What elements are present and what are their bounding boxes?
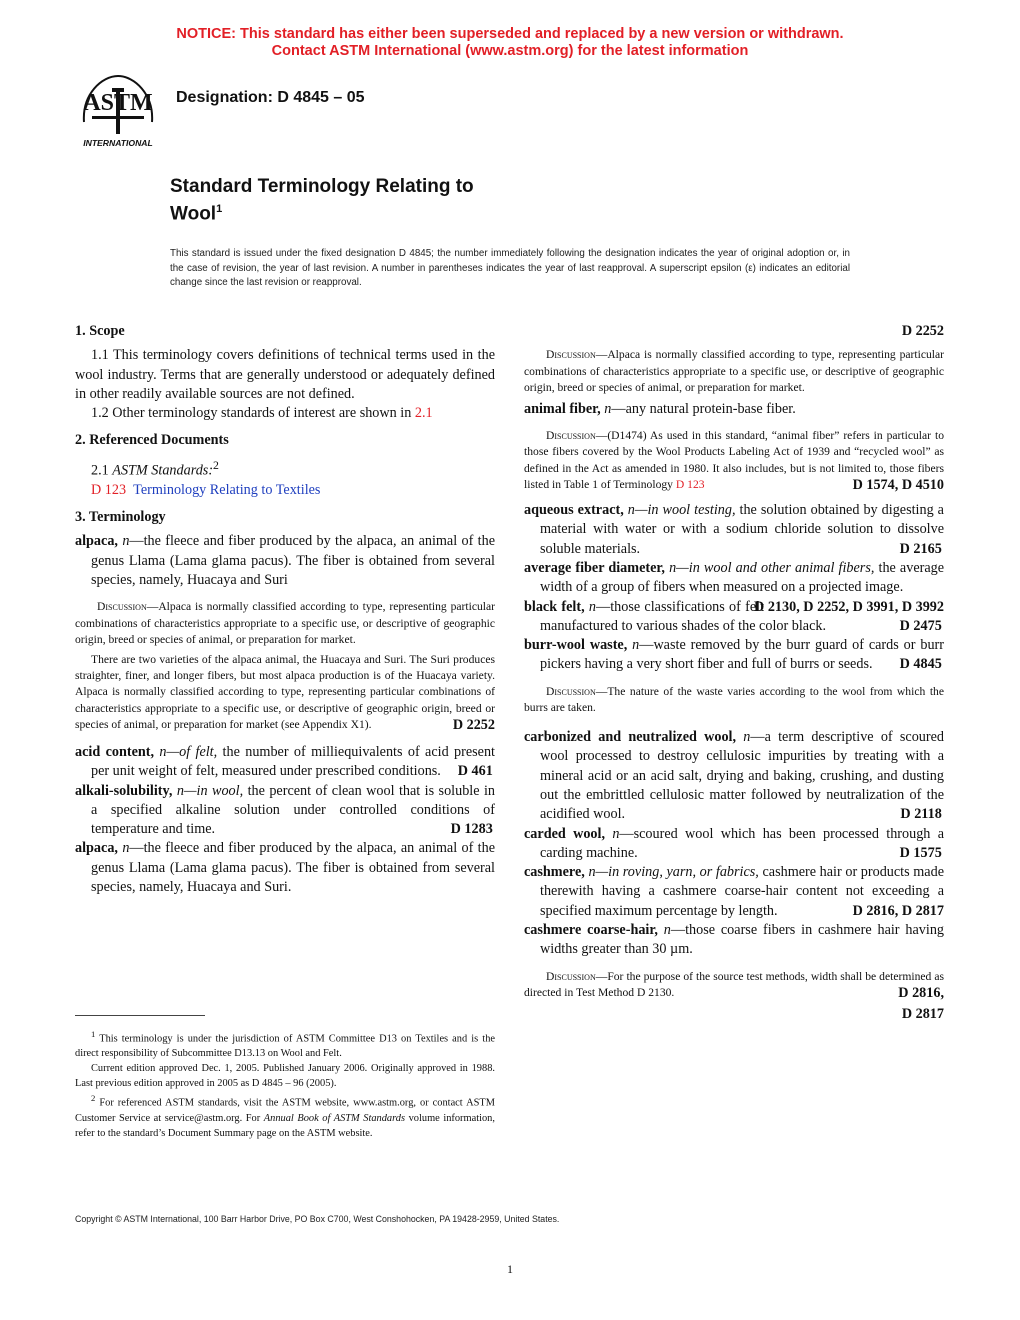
discussion-cashmere-coarse-hair: Discussion—For the purpose of the source test methods, width shall be determined as directed in Test Method D 2130. D 2816, (524, 969, 944, 1001)
notice-line-2: Contact ASTM International (www.astm.org) for the latest information (271, 43, 749, 59)
term-acid-content: acid content, n—of felt, the number of milliequivalents of acid present per unit weight of felt, measured under prescribed conditions. D 461 (75, 743, 495, 780)
section-2-1: 2.1 ASTM Standards:$^2$ (91, 457, 219, 479)
title-footnote-mark: 1 (216, 203, 223, 215)
term-alpaca: alpaca, n—the fleece and fiber produced by the alpaca, an animal of the genus Llama (Lama glama pacus). The fiber is obtained from several species, namely, Huacaya and Suri (75, 533, 495, 588)
term-alpaca-repeat: alpaca, n—the fleece and fiber produced by the alpaca, an animal of the genus Llama (Lama glama pacus). The fiber is obtained from several species, namely, Huacaya and Suri. (75, 840, 495, 895)
section-1-1: 1.1 This terminology covers definitions of technical terms used in the wool industry. Terms that are generally understood or adequately defined in other readily available sources are not defined. (75, 347, 495, 402)
page-title (170, 175, 474, 225)
section-2-1-link[interactable]: 2.1 (414, 405, 433, 422)
copyright: Copyright © ASTM International, 100 Barr Harbor Drive, PO Box C700, West Conshohocken, PA 19428-2959, United States. (75, 1214, 560, 1224)
discussion-alpaca: Discussion—Alpaca is normally classified according to type, representing particular combinations of characteristics appropriate to a specific use, or descriptive of geographic origin, breed or species of animal, or preparation for market. (75, 600, 495, 646)
term-burr-wool-waste: burr-wool waste, n—waste removed by the burr guard of cards or burr pickers having a very short fiber and full of burrs or seeds. D 4845 (524, 637, 944, 673)
alpaca-reference: D 2252 (901, 323, 944, 339)
title-line-1: Standard Terminology Relating to (170, 176, 474, 197)
title-line-2: Wool$^1$ (170, 203, 223, 225)
reference-d123[interactable]: D 123 Terminology Relating to Textiles (91, 481, 321, 498)
left-column (75, 322, 495, 897)
term-aqueous-extract: aqueous extract, n—in wool testing, the solution obtained by digesting a material with water or with a sodium chloride solution to dissolve soluble materials. D 2165 (524, 502, 944, 557)
discussion-alpaca-varieties: There are two varieties of the alpaca animal, the Huacaya and Suri. The Suri produces straighter, finer, and longer fibers, but most alpaca production is of the Huacaya variety. Alpaca is normally classified according to type, representing particular combinations of characteristics appropriate to a specific use, or descriptive of geographic origin, breed or species of animal, or preparation for market (see Appendix X1). D 2252 (75, 652, 495, 733)
term-black-felt: black felt, n—those classifications of felt manufactured to various shades of the color black. D 2475 (524, 598, 942, 634)
discussion-alpaca-right: Discussion—Alpaca is normally classified according to type, representing particular combinations of characteristics appropriate to a specific use, or descriptive of geographic origin, breed or species of animal, or preparation for market. (524, 348, 944, 394)
scope-heading: 1. Scope (75, 323, 125, 339)
terminology-heading: 3. Terminology (75, 509, 166, 526)
astm-logo (76, 72, 160, 150)
term-animal-fiber: animal fiber, n—any natural protein-base fiber. (524, 400, 796, 417)
discussion-animal-fiber: Discussion—(D1474) As used in this standard, “animal fiber” refers in particular to those fibers covered by the Wool Products Labeling Act of 1939 and “recycled wool” as defined in the Act as amended in 1980. It also includes, but is not limited to, those fibers listed in Table 1 of Terminology D 123 D 1574, D 4510 (524, 429, 944, 493)
notice-banner (0, 26, 1020, 60)
term-average-fiber-diameter: average fiber diameter, n—in wool and other animal fibers, the average width of a group of fibers when measured on a projected image. D 2130, D 2252, D 3991, D 3992 (524, 559, 945, 615)
term-alkali-solubility: alkali-solubility, n—in wool, the percent of clean wool that is soluble in a specified alkaline solution under controlled conditions of temperature and time. D 1283 (75, 782, 495, 838)
page-number: 1 (507, 1262, 513, 1276)
logo-international: INTERNATIONAL (83, 138, 153, 148)
referenced-docs-heading: 2. Referenced Documents (75, 432, 229, 449)
intro-paragraph: This standard is issued under the fixed designation D 4845; the number immediately following the designation indicates the year of original adoption or, in the case of revision, the year of last revision. A number in parentheses indicates the year of last reapproval. A superscript epsilon (ε) indicates an editorial change since the last revision or reapproval. (170, 248, 850, 288)
logo-letters: ASTM (83, 90, 153, 116)
footnote-2: $^2$ For referenced ASTM standards, visit the ASTM website, www.astm.org, or contact ASTM Customer Service at service@astm.org. For Annual Book of ASTM Standards volume information, refer to the standard’s Document Summary page on the ASTM website. (75, 1093, 495, 1139)
designation: Designation: D 4845 – 05 (176, 89, 365, 106)
footnote-1-edition: Current edition approved Dec. 1, 2005. Published January 2006. Originally approved in 1988. Last previous edition approved in 2005 as D 4845 – 96 (2005). (75, 1063, 495, 1090)
d123-link[interactable]: D 123 (675, 477, 705, 491)
term-carbonized-wool: carbonized and neutralized wool, n—a term descriptive of scoured wool processed to destroy cellulosic impurities by treating with a mineral acid or an acid salt, drying and baking, crushing, and dusting out the embrittled cellulosic matter followed by neutralization of the acidified wool. D 2118 (524, 729, 944, 823)
footnotes (75, 1027, 495, 1141)
notice-line-1: NOTICE: This standard has either been superseded and replaced by a new version or withdrawn. (176, 26, 844, 42)
section-1-2: 1.2 Other terminology standards of interest are shown in 2.1 (91, 405, 433, 422)
cashmere-coarse-hair-reference: D 2817 (901, 1006, 944, 1023)
right-column (524, 322, 944, 1024)
footnote-rule (75, 1015, 205, 1016)
term-cashmere: cashmere, n—in roving, yarn, or fabrics, cashmere hair or products made therewith having a cashmere coarse-hair content not exceeding a specified maximum percentage by length. D 2816, D 2817 (524, 864, 944, 919)
discussion-burr-wool: Discussion—The nature of the waste varies according to the wool from which the burrs are taken. (524, 684, 944, 714)
term-carded-wool: carded wool, n—scoured wool which has been processed through a carding machine. D 1575 (524, 825, 944, 861)
footnote-1: $^1$ This terminology is under the jurisdiction of ASTM Committee D13 on Textiles and is the direct responsibility of Subcommittee D13.13 on Wool and Felt. (75, 1029, 495, 1060)
term-cashmere-coarse-hair: cashmere coarse-hair, n—those coarse fibers in cashmere hair having widths greater than 30 µm. (524, 922, 945, 958)
